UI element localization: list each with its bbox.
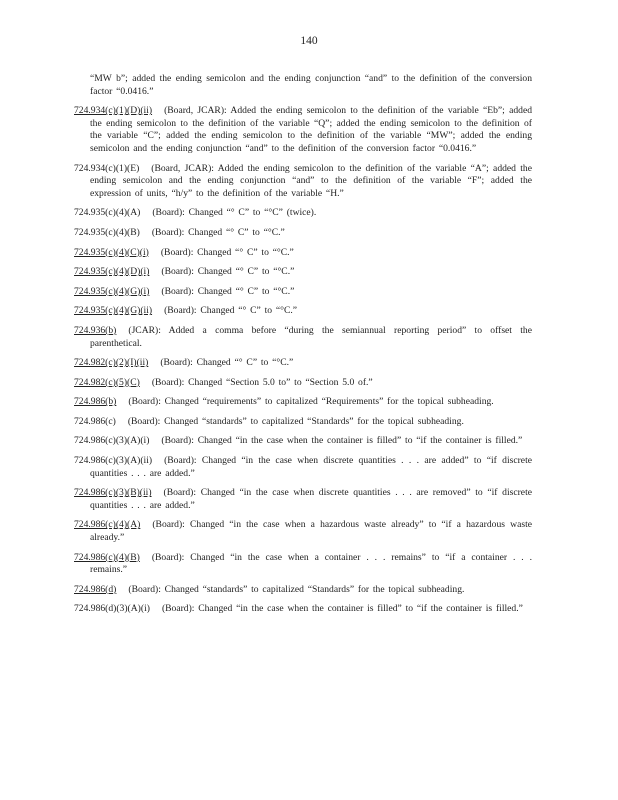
section-reference: 724.986(b)	[74, 396, 117, 408]
section-reference: 724.986(c)	[74, 415, 116, 427]
amendment-entry	[74, 163, 532, 201]
section-reference: 724.936(b)	[74, 324, 117, 336]
amendment-text: (Board): Changed “in the case when discrete quantities . . . are added” to “if discrete quantities . . . are added.”	[90, 455, 532, 479]
section-reference: 724.986(c)(3)(B)(ii)	[74, 487, 152, 499]
section-reference: 724.935(c)(4)(G)(ii)	[74, 305, 153, 317]
amendment-entry	[74, 247, 532, 260]
section-reference: 724.986(c)(4)(A)	[74, 519, 141, 531]
page-number: 140	[300, 35, 318, 47]
amendment-text: (Board, JCAR): Added the ending semicolon to the definition of the variable “Eb”; added the ending semicolon to the definition of the variable “Q”; added the ending semicolon to the definition of the variable “C”; added the ending semicolon to the definition of the variable “MW”; added the ending semicolon and the ending conjunction “and” to the definition of the conversion factor “0.0416.”	[90, 105, 532, 154]
amendment-entry	[74, 105, 532, 155]
amendment-entry	[74, 416, 532, 429]
section-reference: 724.986(d)	[74, 583, 117, 595]
amendment-entry	[74, 435, 532, 448]
amendment-text: (Board): Changed “in the case when a hazardous waste already” to “if a hazardous waste already.”	[90, 519, 532, 544]
amendment-entry	[74, 357, 532, 370]
amendment-text: (Board): Changed “standards” to capitalized “Standards” for the topical subheading.	[128, 583, 465, 595]
amendment-text: (Board): Changed “Section 5.0 to” to “Section 5.0 of.”	[151, 376, 373, 388]
amendment-text: (Board): Changed “° C” to “°C.”	[160, 357, 294, 369]
amendment-entry	[74, 455, 532, 480]
section-reference: 724.986(c)(3)(A)(ii)	[74, 455, 153, 467]
section-reference: 724.935(c)(4)(G)(i)	[74, 285, 150, 297]
section-reference: 724.935(c)(4)(A)	[74, 207, 141, 219]
amendment-text: (Board): Changed “° C” to “°C.”	[161, 285, 295, 297]
amendment-entry	[74, 603, 532, 616]
section-reference: 724.935(c)(4)(B)	[74, 226, 140, 238]
amendment-text: (Board): Changed “° C” to “°C.”	[160, 246, 294, 258]
amendment-text: (Board): Changed “in the case when the container is filled” to “if the container is filled.”	[161, 603, 523, 615]
section-reference: 724.986(d)(3)(A)(i)	[74, 603, 150, 615]
amendment-text: (Board): Changed “standards” to capitalized “Standards” for the topical subheading.	[127, 415, 464, 427]
amendment-text: (Board): Changed “in the case when a container . . . remains” to “if a container . . . remains.”	[90, 551, 532, 576]
section-reference: 724.986(c)(4)(B)	[74, 551, 140, 563]
amendment-entry	[74, 584, 532, 597]
amendment-entry	[74, 286, 532, 299]
amendment-entry	[74, 73, 532, 98]
amendment-entry	[74, 227, 532, 240]
amendment-text: (JCAR): Added a comma before “during the semiannual reporting period” to offset the parenthetical.	[90, 324, 532, 349]
amendment-text: (Board): Changed “in the case when discrete quantities . . . are removed” to “if discrete quantities . . . are added.”	[90, 487, 532, 511]
amendment-entry	[74, 552, 532, 577]
section-reference: 724.986(c)(3)(A)(i)	[74, 435, 150, 447]
amendment-list	[74, 73, 532, 623]
amendment-text: (Board): Changed “° C” to “°C.”	[161, 266, 295, 278]
section-reference: 724.935(c)(4)(D)(i)	[74, 266, 150, 278]
amendment-entry	[74, 487, 532, 512]
amendment-entry	[74, 396, 532, 409]
section-reference: 724.934(c)(1)(D)(ii)	[74, 105, 153, 117]
amendment-entry	[74, 207, 532, 220]
section-reference: 724.934(c)(1)(E)	[74, 162, 140, 174]
amendment-text: (Board): Changed “° C” to “°C.”	[164, 305, 298, 317]
amendment-text: (Board, JCAR): Added the ending semicolon to the definition of the variable “A”; added the ending semicolon and the ending conjunction “and” to the definition of the variable “F”; added the expression of units, “h/y” to the definition of the variable “H.”	[90, 162, 532, 199]
amendment-entry	[74, 305, 532, 318]
amendment-entry	[74, 266, 532, 279]
section-reference: 724.935(c)(4)(C)(i)	[74, 246, 149, 258]
amendment-text: (Board): Changed “° C” to “°C” (twice).	[152, 207, 317, 219]
amendment-entry	[74, 325, 532, 350]
amendment-text: (Board): Changed “° C” to “°C.”	[151, 226, 285, 238]
amendment-text: (Board): Changed “in the case when the container is filled” to “if the container is filled.”	[161, 435, 523, 447]
amendment-text: “MW b”; added the ending semicolon and the ending conjunction “and” to the definition of the conversion factor “0.0416.”	[90, 73, 532, 97]
amendment-entry	[74, 377, 532, 390]
amendment-text: (Board): Changed “requirements” to capitalized “Requirements” for the topical subheading.	[128, 396, 494, 408]
amendment-entry	[74, 519, 532, 544]
section-reference: 724.982(c)(2)(I)(ii)	[74, 357, 149, 369]
section-reference: 724.982(c)(5)(C)	[74, 376, 140, 388]
